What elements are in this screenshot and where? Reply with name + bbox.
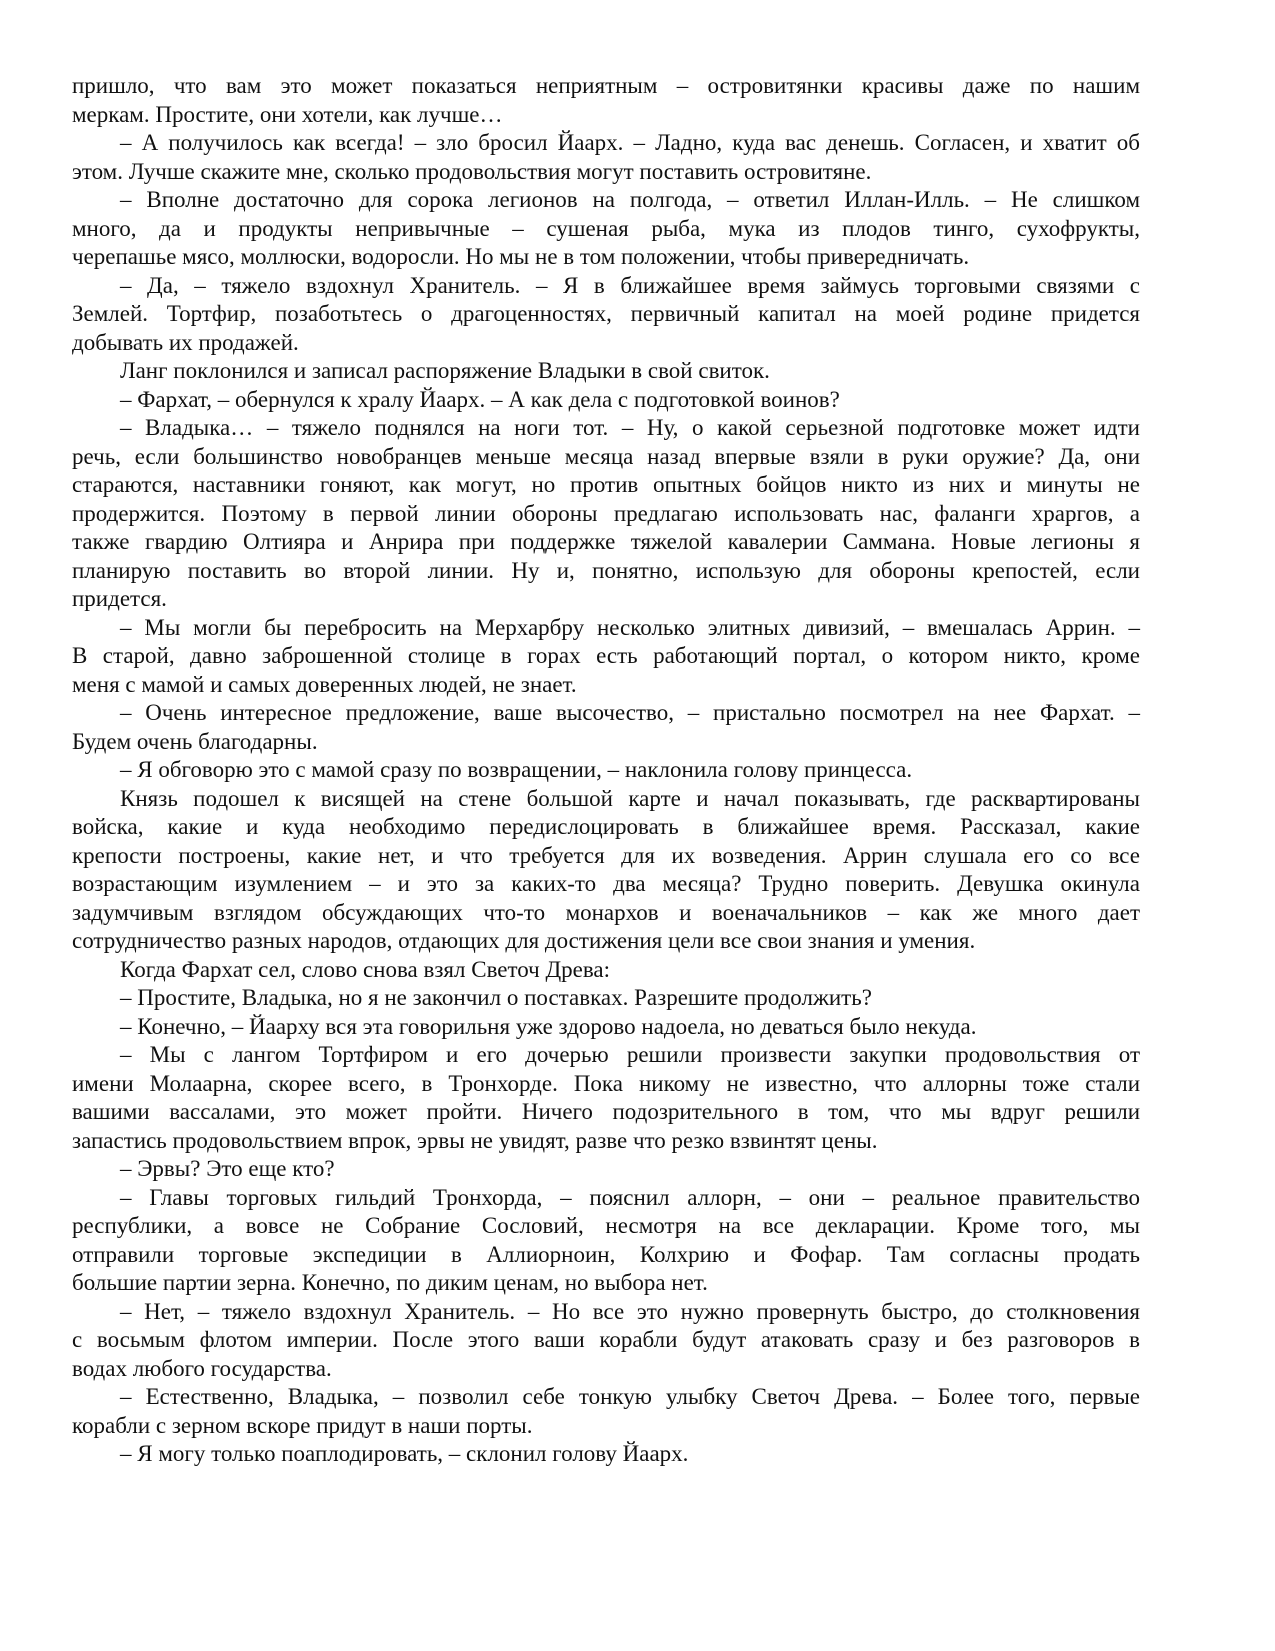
text-line: – Нет, – тяжело вздохнул Хранитель. – Но все это нужно провернуть быстро, до столкновения xyxy=(120,1298,1140,1324)
text-line: речь, если большинство новобранцев меньше месяца назад впервые взяли в руки оружие? Да, они xyxy=(72,443,1140,469)
text-line: большие партии зерна. Конечно, по диким ценам, но выбора нет. xyxy=(72,1270,708,1295)
text-line: имени Молаарна, скорее всего, в Тронхорде. Пока никому не известно, что аллорны тоже стали xyxy=(72,1070,1140,1096)
paragraph xyxy=(72,272,1140,358)
paragraph xyxy=(72,699,1140,756)
text-line: – Простите, Владыка, но я не закончил о поставках. Разрешите продолжить? xyxy=(120,985,872,1010)
text-line: крепости построены, какие нет, и что требуется для их возведения. Аррин слушала его со все xyxy=(72,842,1140,868)
text-line: – Я обговорю это с мамой сразу по возвращении, – наклонила голову принцесса. xyxy=(120,757,913,782)
paragraph xyxy=(72,1383,1140,1440)
text-line: стараются, наставники гоняют, как могут, но против опытных бойцов никто из них и минуты не xyxy=(72,472,1140,497)
text-line: – Мы могли бы перебросить на Мерхарбру несколько элитных дивизий, – вмешалась Аррин. – xyxy=(120,614,1140,640)
text-line: – Фархат, – обернулся к хралу Йаарх. – А как дела с подготовкой воинов? xyxy=(120,386,840,412)
paragraph xyxy=(72,756,1140,785)
text-line: продержится. Поэтому в первой линии обороны предлагаю использовать нас, фаланги храргов, а xyxy=(72,500,1140,526)
text-line: – Я могу только поаплодировать, – склонил голову Йаарх. xyxy=(120,1441,689,1466)
text-line: отправили торговые экспедиции в Аллиорноин, Колхрию и Фофар. Там согласны продать xyxy=(72,1241,1140,1267)
paragraph xyxy=(72,1440,1140,1469)
paragraph xyxy=(72,129,1140,186)
text-line: пришло, что вам это может показаться неприятным – островитянки красивы даже по нашим xyxy=(72,73,1140,98)
paragraph xyxy=(72,614,1140,700)
paragraph xyxy=(72,386,1140,415)
text-line: этом. Лучше скажите мне, сколько продовольствия могут поставить островитяне. xyxy=(72,158,872,184)
paragraph xyxy=(72,186,1140,272)
text-line: – Да, – тяжело вздохнул Хранитель. – Я в ближайшее время займусь торговыми связями с xyxy=(120,272,1140,298)
paragraph xyxy=(72,1041,1140,1155)
text-line: Князь подошел к висящей на стене большой карте и начал показывать, где расквартированы xyxy=(120,785,1140,811)
text-line: – Мы с лангом Тортфиром и его дочерью решили произвести закупки продовольствия от xyxy=(120,1042,1140,1067)
text-line: много, да и продукты непривычные – сушеная рыба, мука из плодов тинго, сухофрукты, xyxy=(72,215,1140,241)
text-line: сотрудничество разных народов, отдающих для достижения цели все свои знания и умения. xyxy=(72,928,976,953)
text-line: также гвардию Олтияра и Анрира при поддержке тяжелой кавалерии Саммана. Новые легионы я xyxy=(72,529,1140,554)
text-line: – А получилось как всегда! – зло бросил Йаарх. – Ладно, куда вас денешь. Согласен, и хватит об xyxy=(120,130,1140,155)
text-line: придется. xyxy=(72,586,167,611)
paragraph xyxy=(72,357,1140,386)
text-line: Когда Фархат сел, слово снова взял Светоч Древа: xyxy=(120,956,611,982)
document-page xyxy=(72,72,1140,1469)
paragraph xyxy=(72,984,1140,1013)
text-line: вашими вассалами, это может пройти. Ничего подозрительного в том, что мы вдруг решили xyxy=(72,1099,1140,1124)
text-line: Ланг поклонился и записал распоряжение Владыки в свой свиток. xyxy=(120,358,770,383)
text-line: меня с мамой и самых доверенных людей, не знает. xyxy=(72,671,577,697)
paragraph xyxy=(72,1013,1140,1042)
text-line: – Очень интересное предложение, ваше высочество, – пристально посмотрел на нее Фархат. – xyxy=(120,700,1140,725)
paragraph xyxy=(72,956,1140,985)
paragraph xyxy=(72,414,1140,614)
paragraph xyxy=(72,1155,1140,1184)
text-line: возрастающим изумлением – и это за каких-то два месяца? Трудно поверить. Девушка окинула xyxy=(72,871,1140,896)
text-line: меркам. Простите, они хотели, как лучше… xyxy=(72,101,503,127)
text-line: – Естественно, Владыка, – позволил себе тонкую улыбку Светоч Древа. – Более того, первые xyxy=(120,1384,1140,1409)
paragraph xyxy=(72,1184,1140,1298)
text-line: планирую поставить во второй линии. Ну и, понятно, использую для обороны крепостей, если xyxy=(72,557,1140,583)
text-line: – Владыка… – тяжело поднялся на ноги тот. – Ну, о какой серьезной подготовке может идти xyxy=(120,415,1140,440)
text-line: запастись продовольствием впрок, эрвы не увидят, разве что резко взвинтят цены. xyxy=(72,1127,878,1153)
text-line: – Вполне достаточно для сорока легионов на полгода, – ответил Иллан-Илль. – Не слишком xyxy=(120,187,1140,212)
text-line: – Главы торговых гильдий Тронхорда, – пояснил аллорн, – они – реальное правительство xyxy=(120,1184,1140,1210)
text-line: добывать их продажей. xyxy=(72,329,299,355)
text-line: задумчивым взглядом обсуждающих что-то монархов и военачальников – как же много дает xyxy=(72,899,1140,925)
text-line: Будем очень благодарны. xyxy=(72,728,318,754)
text-line: – Эрвы? Это еще кто? xyxy=(120,1156,335,1181)
text-line: с восьмым флотом империи. После этого ваши корабли будут атаковать сразу и без разговоров в xyxy=(72,1327,1140,1352)
paragraph xyxy=(72,1298,1140,1384)
text-line: республики, а вовсе не Собрание Сословий, несмотря на все декларации. Кроме того, мы xyxy=(72,1213,1140,1238)
text-line: войска, какие и куда необходимо передислоцировать в ближайшее время. Рассказал, какие xyxy=(72,814,1140,839)
text-line: В старой, давно заброшенной столице в горах есть работающий портал, о котором никто, кроме xyxy=(72,643,1140,668)
paragraph xyxy=(72,785,1140,956)
paragraph xyxy=(72,72,1140,129)
text-line: водах любого государства. xyxy=(72,1355,332,1381)
text-line: Землей. Тортфир, позаботьтесь о драгоценностях, первичный капитал на моей родине придется xyxy=(72,301,1140,326)
text-line: корабли с зерном вскоре придут в наши порты. xyxy=(72,1412,533,1438)
text-line: черепашье мясо, моллюски, водоросли. Но мы не в том положении, чтобы привередничать. xyxy=(72,244,970,269)
text-line: – Конечно, – Йаарху вся эта говорильня уже здорово надоела, но деваться было некуда. xyxy=(120,1013,977,1039)
